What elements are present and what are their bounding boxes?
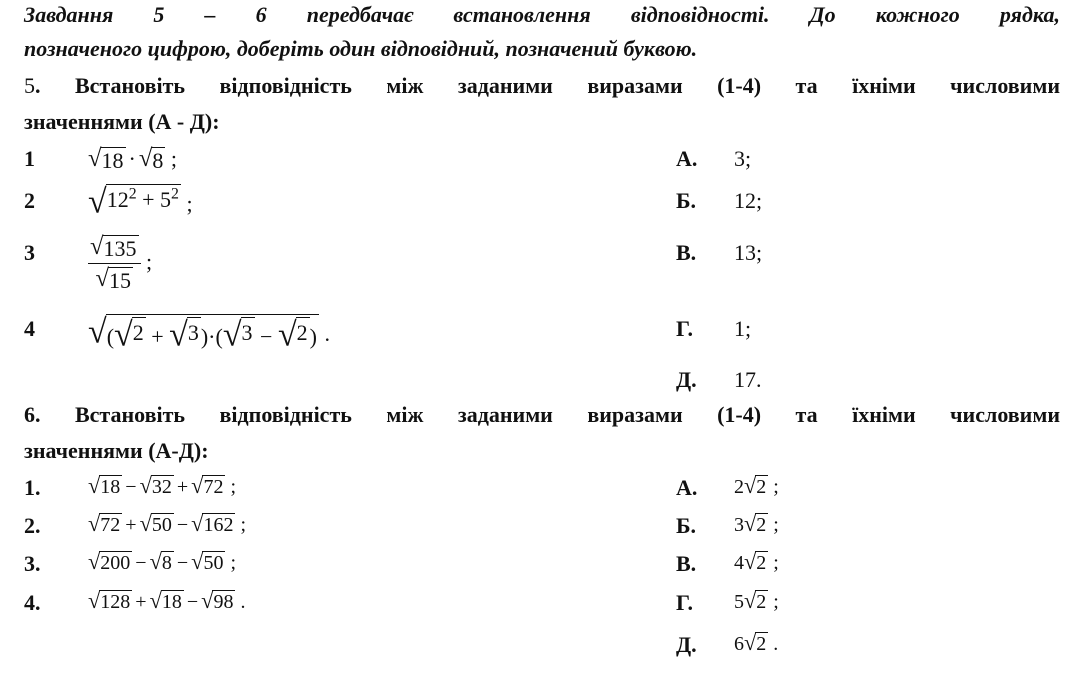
intro-line-2: позначеного цифрою, доберіть один відповідний, позначений буквою. (24, 36, 698, 61)
task5-answer-h-value: 1; (734, 316, 752, 341)
task6-item-1-number: 1. (24, 475, 41, 500)
task5-answer-v-value: 13; (734, 240, 763, 265)
task6-item-3-expression: √ 200 − √ 8 − √ 50 ; (88, 549, 237, 574)
intro-line-1: Завдання 5 – 6 передбачає встановлення відповідності. До кожного рядка, (24, 2, 1060, 27)
task6-item-3-number: 3. (24, 551, 41, 576)
task5-answer-b-letter: Б. (676, 188, 697, 213)
task6-answer-d-value: 6 √ 2 . (734, 630, 779, 655)
task6-answer-d-letter: Д. (676, 632, 697, 657)
task5-answer-d-letter: Д. (676, 367, 697, 392)
task6-answer-b-letter: Б. (676, 513, 697, 538)
task5-heading (24, 73, 1060, 99)
task6-answer-h-letter: Г. (676, 590, 694, 615)
task6-answer-v-value: 4 √ 2 ; (734, 549, 779, 574)
task5-item-1-number: 1 (24, 146, 35, 171)
task5-item-2-number: 2 (24, 188, 35, 213)
task6-heading: 6. Встановіть відповідність між заданими виразами (1-4) та їхніми числовими (24, 402, 1060, 427)
task6-answer-a-letter: А. (676, 475, 698, 500)
task5-answer-v-letter: В. (676, 240, 697, 265)
task5-answer-a-letter: А. (676, 146, 698, 171)
task5-item-3-expression: √ 135 √ 15 ; (90, 233, 153, 294)
task6-heading-line-2: значеннями (А-Д): (24, 438, 209, 463)
task5-answer-d-value: 17. (734, 367, 762, 392)
task5-answer-b-value: 12; (734, 188, 763, 213)
task6-answer-b-value: 3 √ 2 ; (734, 511, 779, 536)
task5-answer-h-letter: Г. (676, 316, 694, 341)
task5-item-4-expression: √ ( √ 2 + √ 3 )·( √ 3 − √ 2 ) . (88, 313, 330, 354)
task6-item-4-expression: √ 128 + √ 18 − √ 98 . (88, 588, 246, 613)
task5-item-2-expression: √ $12^2 + 5^2$ ; (88, 183, 193, 221)
task5-item-1-expression: √ 18 · √ 8 ; (88, 145, 177, 173)
task6-answer-v-letter: В. (676, 551, 697, 576)
task6-item-4-number: 4. (24, 590, 41, 615)
task5-number: 5 (24, 73, 35, 98)
task6-item-1-expression: √ 18 − √ 32 + √ 72 ; (88, 473, 237, 498)
task6-answer-h-value: 5 √ 2 ; (734, 588, 779, 613)
task5-item-4-number: 4 (24, 316, 35, 341)
task5-answer-a-value: 3; (734, 146, 752, 171)
task6-answer-a-value: 2 √ 2 ; (734, 473, 779, 498)
task5-heading-line-2: значеннями (А - Д): (24, 109, 220, 134)
task6-item-2-number: 2. (24, 513, 41, 538)
task5-item-3-number: 3 (24, 240, 35, 265)
task5-heading-text: . Встановіть відповідність між заданими виразами (1-4) та їхніми числовими (35, 73, 1060, 98)
task6-item-2-expression: √ 72 + √ 50 − √ 162 ; (88, 511, 247, 536)
